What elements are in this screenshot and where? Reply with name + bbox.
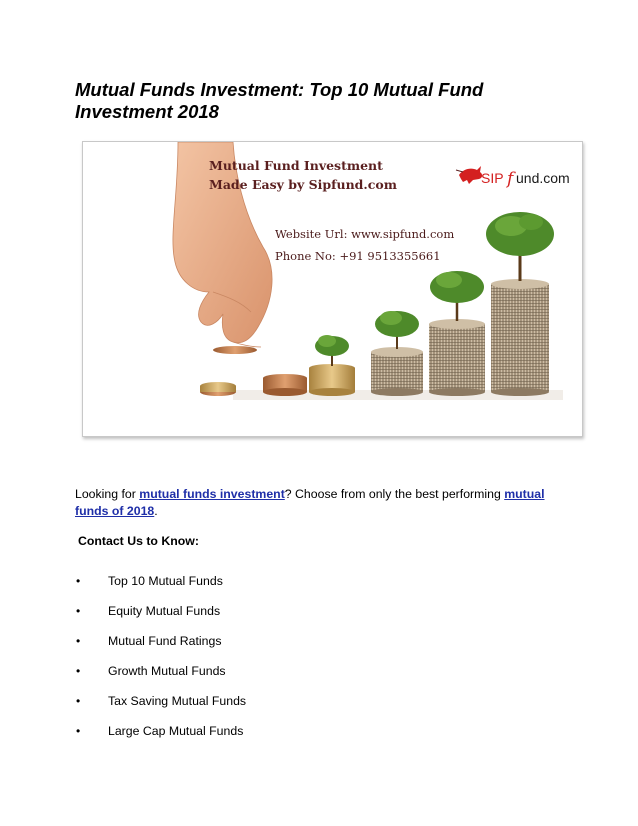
- page-title: Mutual Funds Investment: Top 10 Mutual Fund Investment 2018: [75, 79, 484, 122]
- mutual-funds-investment-link[interactable]: mutual funds investment: [139, 487, 285, 501]
- banner-heading-line1: Mutual Fund Investment: [209, 158, 383, 173]
- logo-f-letter: f: [507, 169, 514, 189]
- sipfund-logo: [456, 166, 570, 189]
- list-item: [75, 603, 246, 633]
- list-item: [75, 663, 246, 693]
- fund-list: [75, 573, 246, 753]
- list-item-label: Growth Mutual Funds: [108, 664, 226, 678]
- banner-phone: Phone No: +91 9513355661: [275, 249, 441, 263]
- intro-text-after: .: [154, 504, 158, 518]
- list-item: [75, 573, 246, 603]
- list-item-label: Large Cap Mutual Funds: [108, 724, 244, 738]
- intro-text-middle: ? Choose from only the best performing: [284, 487, 505, 501]
- intro-paragraph: [75, 486, 565, 520]
- list-item-label: Tax Saving Mutual Funds: [108, 694, 247, 708]
- list-item: [75, 723, 246, 753]
- list-item-label: Mutual Fund Ratings: [108, 634, 222, 648]
- logo-suffix: und.com: [516, 170, 570, 186]
- bullet-icon: •: [76, 574, 81, 588]
- banner-website: Website Url: www.sipfund.com: [275, 227, 455, 241]
- banner-heading-line2: Made Easy by Sipfund.com: [209, 177, 397, 192]
- banner-image: [82, 141, 583, 437]
- intro-text-before: Looking for: [75, 487, 140, 501]
- bullet-icon: •: [76, 724, 81, 738]
- bullet-icon: •: [76, 604, 81, 618]
- bullet-icon: •: [76, 694, 81, 708]
- list-item: [75, 693, 246, 723]
- mutual-funds-2018-link[interactable]: mutual funds of 2018: [75, 487, 545, 518]
- contact-label: Contact Us to Know:: [78, 534, 199, 548]
- bullet-icon: •: [76, 664, 81, 678]
- logo-prefix: SIP: [481, 170, 504, 186]
- list-item: [75, 633, 246, 663]
- bullet-icon: •: [76, 634, 81, 648]
- list-item-label: Top 10 Mutual Funds: [108, 574, 223, 588]
- list-item-label: Equity Mutual Funds: [108, 604, 221, 618]
- bull-icon: [456, 166, 482, 184]
